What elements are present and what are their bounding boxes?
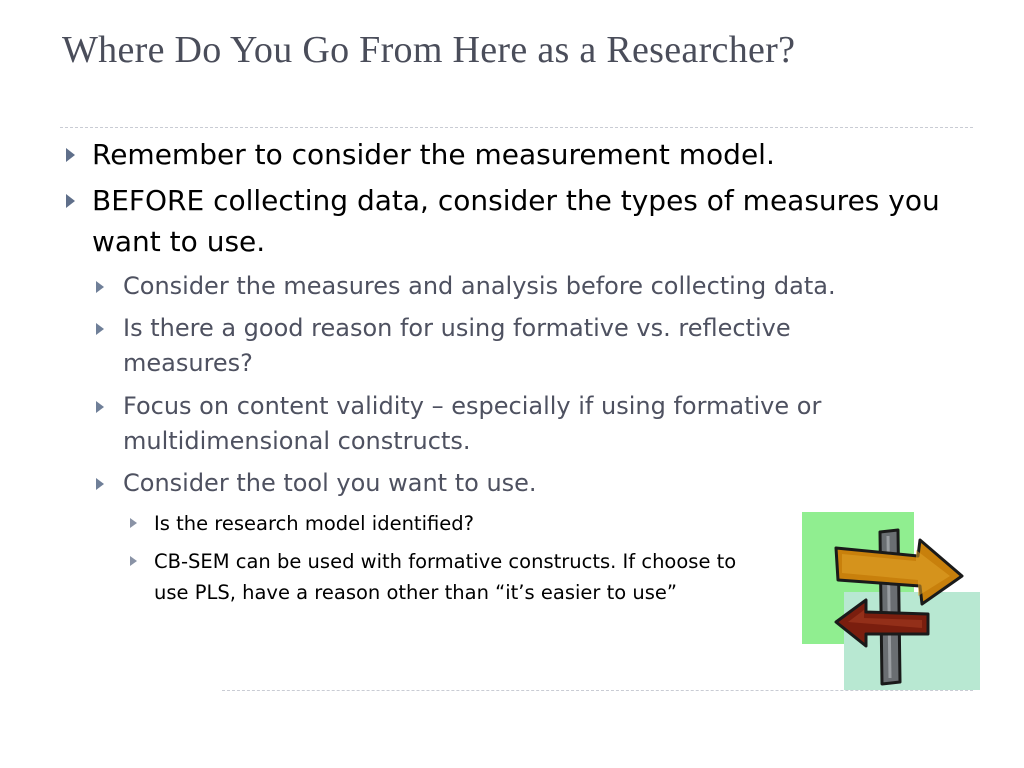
sub-bullet-text: Consider the tool you want to use. <box>123 469 537 497</box>
bullet-triangle-icon <box>130 518 137 528</box>
sub-sub-bullet-item <box>130 508 770 539</box>
sub-bullet-text: Is there a good reason for using formative vs. reflective measures? <box>123 314 791 377</box>
sub-sub-bullet-item <box>130 546 750 608</box>
bullet-triangle-icon <box>96 478 104 490</box>
slide-title: Where Do You Go From Here as a Researcher? <box>62 29 796 71</box>
bullet-triangle-icon <box>96 401 104 413</box>
bullet-item <box>66 134 946 175</box>
sub-bullet-item <box>96 466 916 501</box>
bullet-triangle-icon <box>66 194 75 208</box>
bullet-triangle-icon <box>96 323 104 335</box>
bullet-item <box>66 180 946 262</box>
sub-bullet-item <box>96 311 916 381</box>
bullet-triangle-icon <box>66 148 75 162</box>
signpost-arrows-icon <box>800 510 982 692</box>
footer-divider <box>222 690 973 691</box>
sub-bullet-item <box>96 389 916 459</box>
sub-bullet-item <box>96 269 916 304</box>
sub-bullet-text: Consider the measures and analysis before collecting data. <box>123 272 836 300</box>
sub-sub-bullet-text: CB-SEM can be used with formative constructs. If choose to use PLS, have a reason other than “it’s easier to use” <box>154 550 737 604</box>
bullet-triangle-icon <box>130 556 137 566</box>
sub-sub-bullet-text: Is the research model identified? <box>154 512 475 535</box>
sub-bullet-text: Focus on content validity – especially if using formative or multidimensional constructs. <box>123 392 822 455</box>
bullet-triangle-icon <box>96 281 104 293</box>
bullet-text: Remember to consider the measurement model. <box>92 138 775 171</box>
bullet-text: BEFORE collecting data, consider the types of measures you want to use. <box>92 184 940 258</box>
title-divider <box>60 127 973 128</box>
